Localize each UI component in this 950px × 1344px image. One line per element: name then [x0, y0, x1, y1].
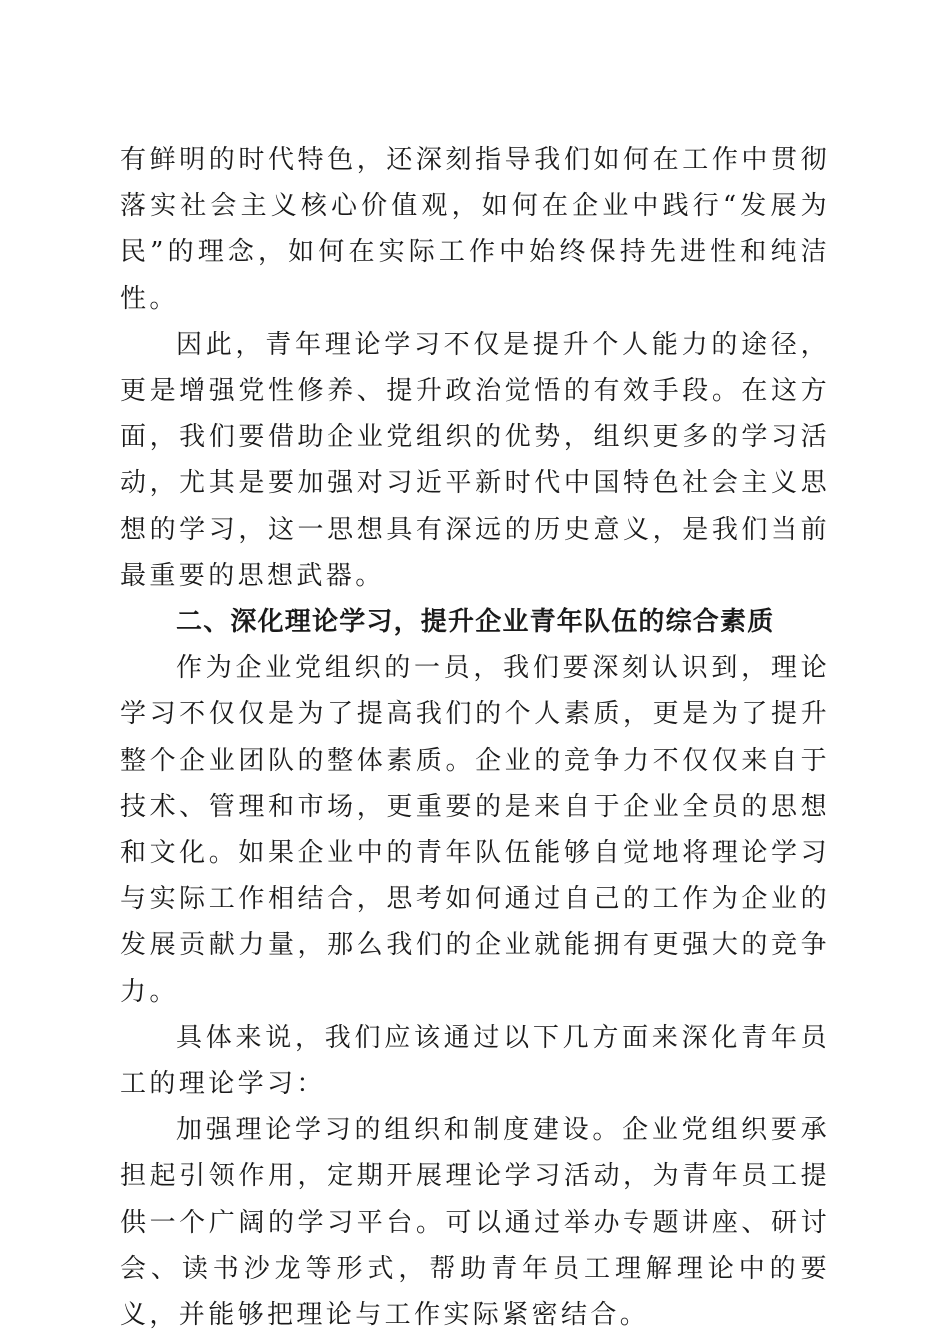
section-heading: 二、深化理论学习，提升企业青年队伍的综合素质	[176, 607, 775, 638]
paragraph-strengthen: 加强理论学习的组织和制度建设。企业党组织要承担起引领作用，定期开展理论学习活动，为青年员工提供一个广阔的学习平台。可以通过举办专题讲座、研讨会、读书沙龙等形式，帮助青年员工理解理论中的要义，并能够把理论与工作实际紧密结合。	[120, 1115, 830, 1331]
paragraph-party-member: 作为企业党组织的一员，我们要深刻认识到，理论学习不仅仅是为了提高我们的个人素质，更是为了提升整个企业团队的整体素质。企业的竞争力不仅仅来自于技术、管理和市场，更重要的是来自于企业全员的思想和文化。如果企业中的青年队伍能够自觉地将理论学习与实际工作相结合，思考如何通过自己的工作为企业的发展贡献力量，那么我们的企业就能拥有更强大的竞争力。	[120, 653, 830, 1007]
paragraph-specifically: 具体来说，我们应该通过以下几方面来深化青年员工的理论学习：	[120, 1022, 830, 1100]
document-body	[120, 137, 830, 1338]
paragraph-therefore: 因此，青年理论学习不仅是提升个人能力的途径，更是增强党性修养、提升政治觉悟的有效手段。在这方面，我们要借助企业党组织的优势，组织更多的学习活动，尤其是要加强对习近平新时代中国特色社会主义思想的学习，这一思想具有深远的历史意义，是我们当前最重要的思想武器。	[120, 329, 830, 591]
paragraph-continuation: 有鲜明的时代特色，还深刻指导我们如何在工作中贯彻落实社会主义核心价值观，如何在企业中践行“发展为民”的理念，如何在实际工作中始终保持先进性和纯洁性。	[120, 145, 830, 314]
